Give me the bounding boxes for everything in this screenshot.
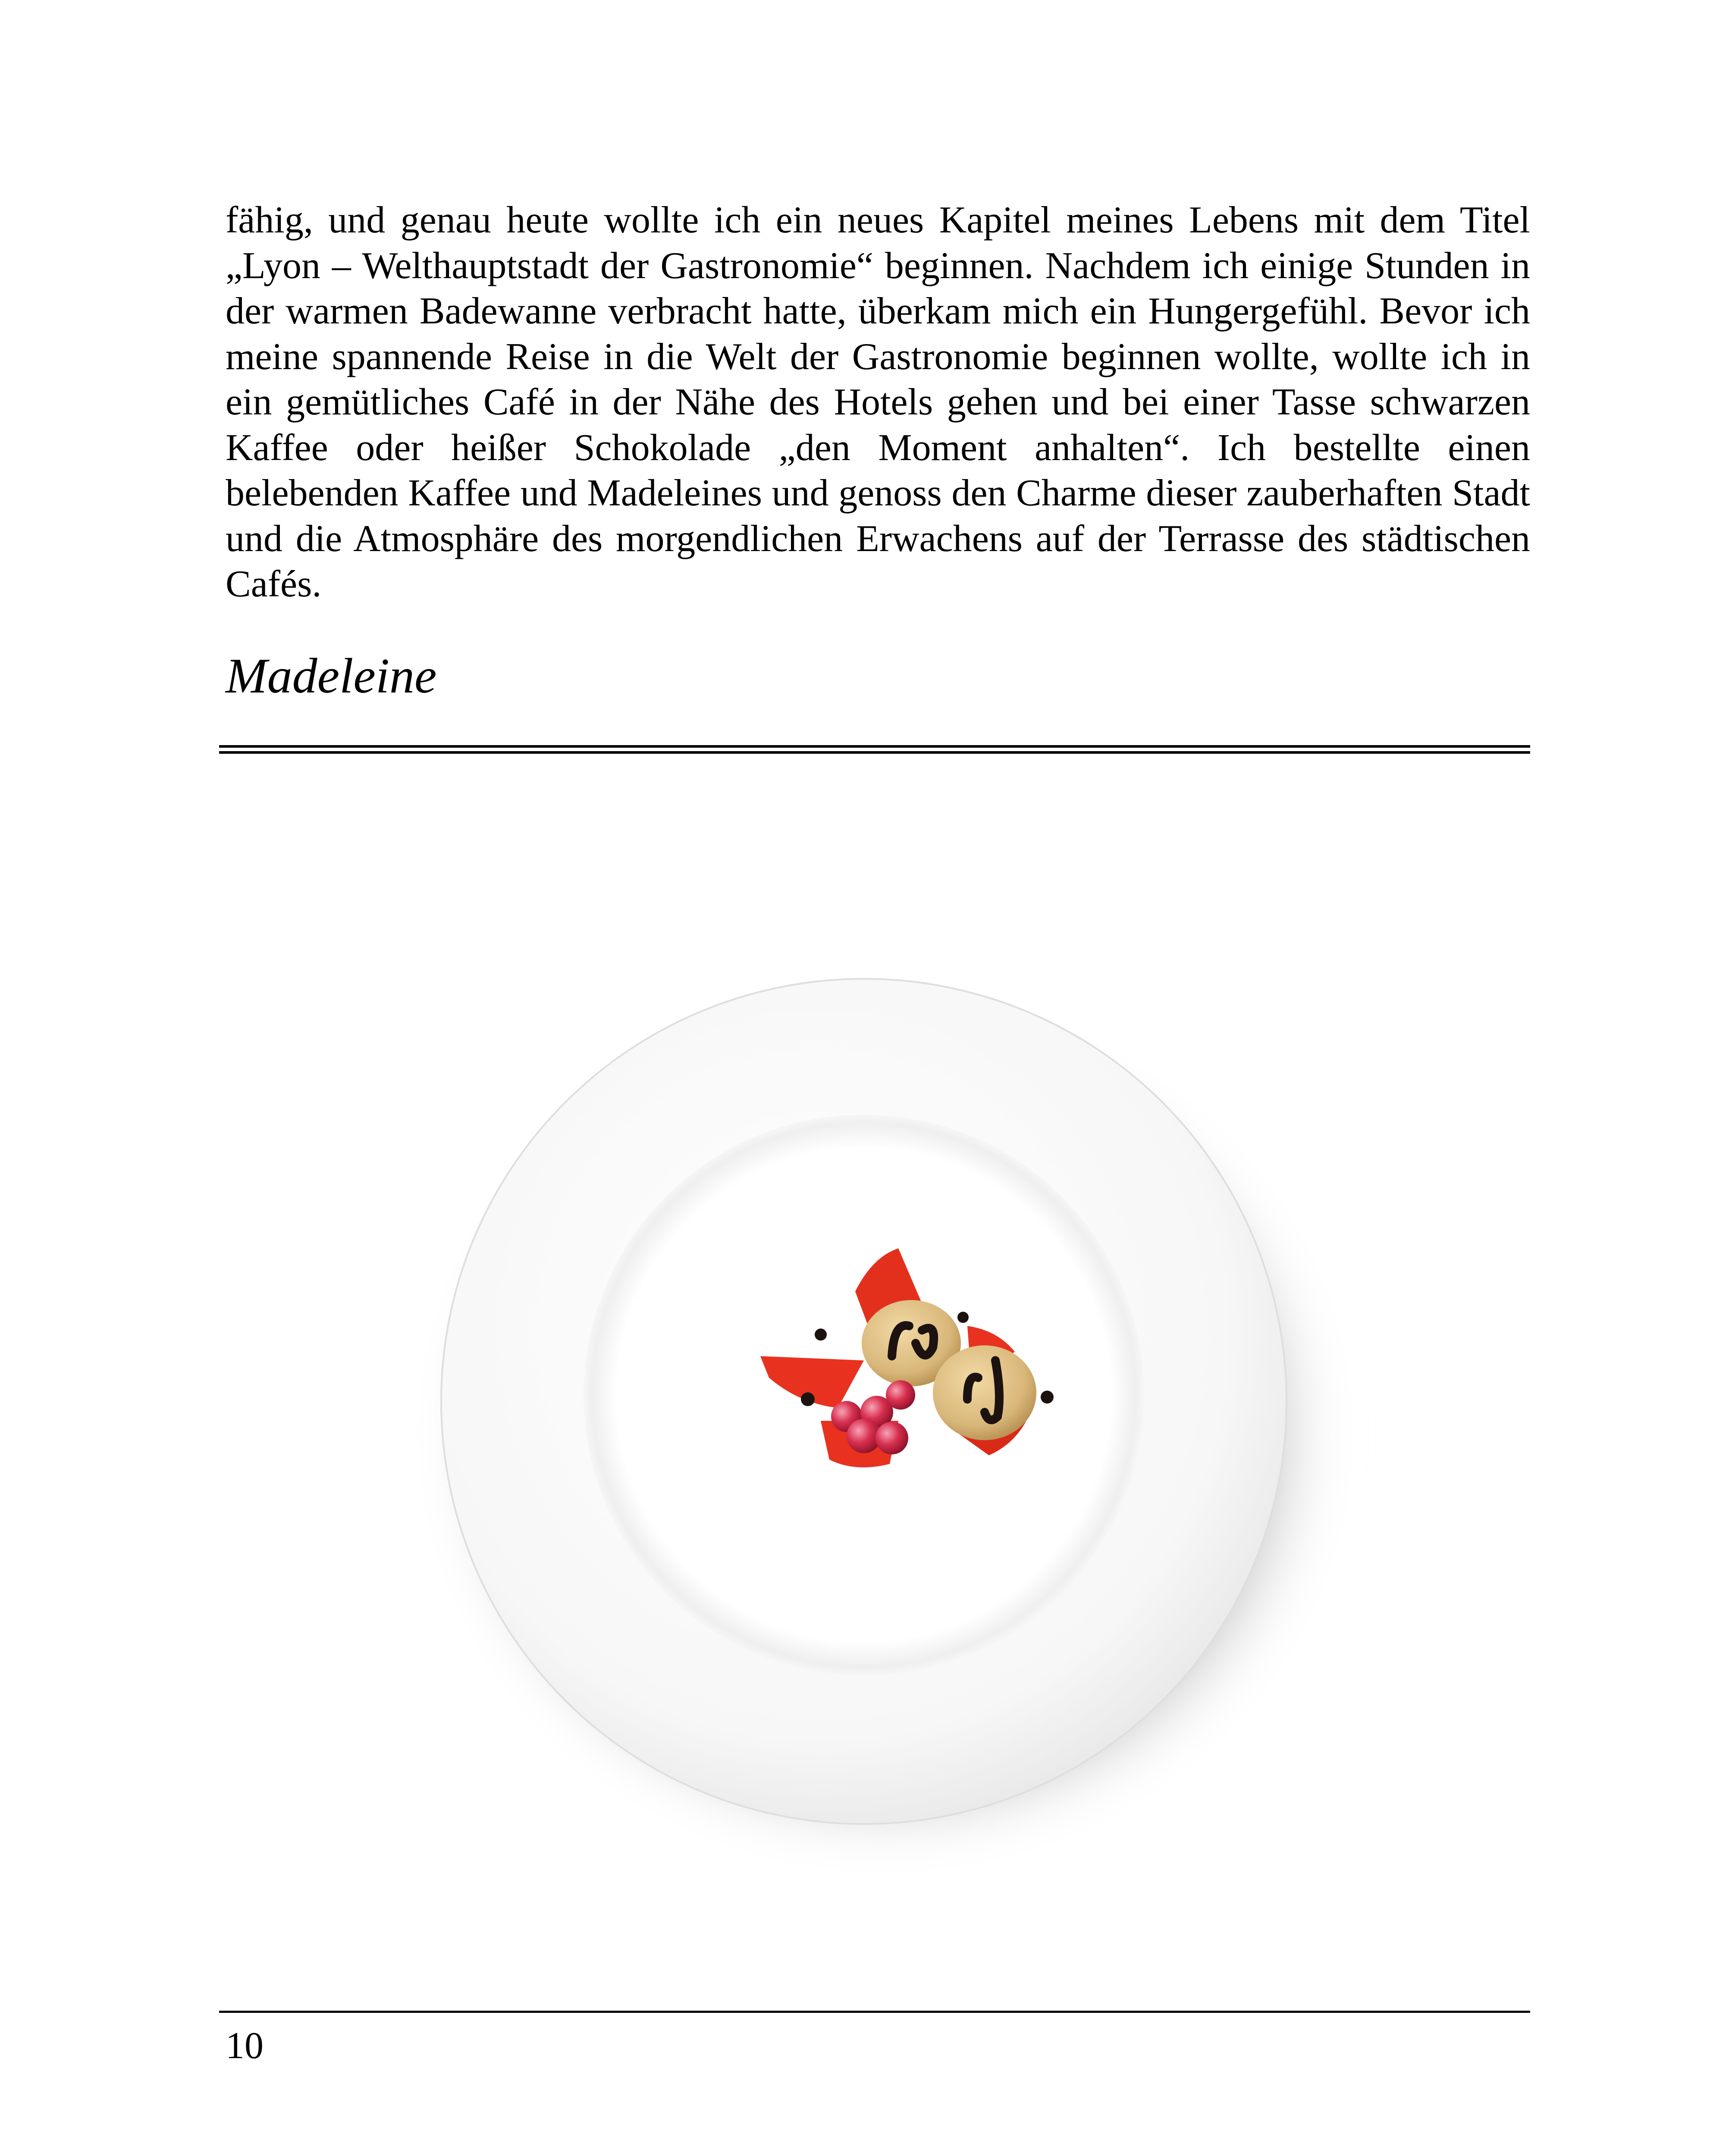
heading-double-rule	[219, 745, 1530, 754]
madeleine	[933, 1345, 1036, 1440]
page-number: 10	[226, 2025, 264, 2067]
chocolate-dot	[801, 1392, 815, 1406]
chocolate-dot	[815, 1329, 827, 1341]
chocolate-dot	[1041, 1391, 1054, 1404]
berry	[875, 1422, 908, 1454]
chocolate-dot	[957, 1312, 969, 1323]
berry	[886, 1380, 915, 1410]
footer-rule	[219, 2011, 1530, 2013]
body-paragraph: fähig, und genau heute wollte ich ein neues Kapitel meines Lebens mit dem Titel „Lyon – Welthauptstadt der Gastronomie“ beginnen. Nachdem ich einige Stunden in der warmen Badewanne verbracht hatte, überkam mich ein Hungergefühl. Bevor ich meine spannende Reise in die Welt der Gastronomie beginnen wollte, wollte ich in ein gemütliches Café in der Nähe des Hotels gehen und bei einer Tasse schwarzen Kaffee oder heißer Schokolade „den Moment anhalten“. Ich bestellte einen belebenden Kaffee und Madeleines und genoss den Charme dieser zauberhaften Stadt und die Atmosphäre des morgendlichen Erwachens auf der Terrasse des städtischen Cafés.	[226, 199, 1530, 605]
section-heading: Madeleine	[226, 649, 437, 704]
madeleine-plate-photo	[226, 860, 1530, 1981]
plate-well	[584, 1115, 1144, 1675]
